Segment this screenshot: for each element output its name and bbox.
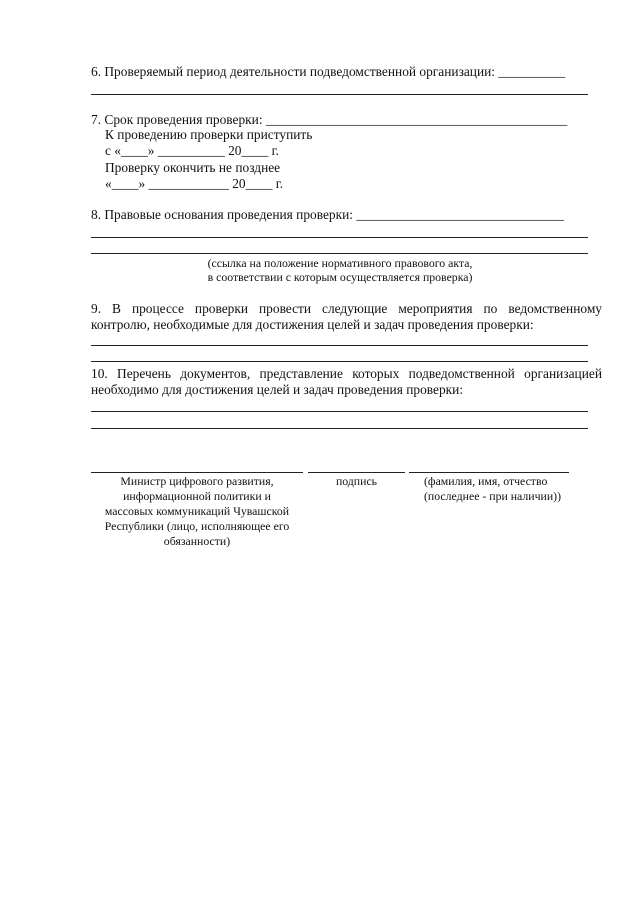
- item9-line1: 9. В процессе проверки провести следующие мероприятия по ведомственному: [91, 301, 602, 316]
- signature-sign-label: подпись: [335, 474, 378, 488]
- item7-start-date: с «____» __________ 20____ г.: [105, 143, 279, 158]
- item7-end-date: «____» ____________ 20____ г.: [105, 176, 284, 191]
- item8-title: 8. Правовые основания проведения проверки: _______________________________: [91, 207, 564, 222]
- item8-fill-line-2: [91, 253, 588, 254]
- signature-sign-line: [308, 472, 405, 473]
- item7-end-label: Проверку окончить не позднее: [105, 160, 281, 175]
- signature-name-line: [409, 472, 569, 473]
- item10-fill-line-2: [91, 428, 588, 429]
- item6-fill-line: [91, 94, 588, 95]
- item7-title: 7. Срок проведения проверки: _____________________________________________: [91, 112, 568, 127]
- signature-name-line1: (фамилия, имя, отчество: [424, 474, 548, 488]
- signature-position-line3: массовых коммуникаций Чувашской: [104, 504, 290, 518]
- signature-position-line: [91, 472, 303, 473]
- item9-fill-line-1: [91, 345, 588, 346]
- item6-text: 6. Проверяемый период деятельности подведомственной организации: __________: [91, 64, 566, 79]
- item10-line1: 10. Перечень документов, представление которых подведомственной организацией: [91, 366, 602, 381]
- item9-line2: контролю, необходимые для достижения целей и задач проведения проверки:: [91, 317, 534, 332]
- signature-position-line1: Министр цифрового развития,: [120, 474, 274, 488]
- item10-fill-line-1: [91, 411, 588, 412]
- signature-position-line5: обязанности): [163, 534, 231, 548]
- item7-start-label: К проведению проверки приступить: [105, 127, 313, 142]
- item8-note-line1: (ссылка на положение нормативного правового акта,: [207, 256, 473, 270]
- signature-position-line4: Республики (лицо, исполняющее его: [104, 519, 290, 533]
- item10-line2: необходимо для достижения целей и задач проведения проверки:: [91, 382, 464, 397]
- item8-note-line2: в соответствии с которым осуществляется проверка): [207, 270, 473, 284]
- signature-name-line2: (последнее - при наличии)): [424, 489, 561, 503]
- item9-fill-line-2: [91, 361, 588, 362]
- signature-position-line2: информационной политики и: [123, 489, 271, 503]
- item8-fill-line-1: [91, 237, 588, 238]
